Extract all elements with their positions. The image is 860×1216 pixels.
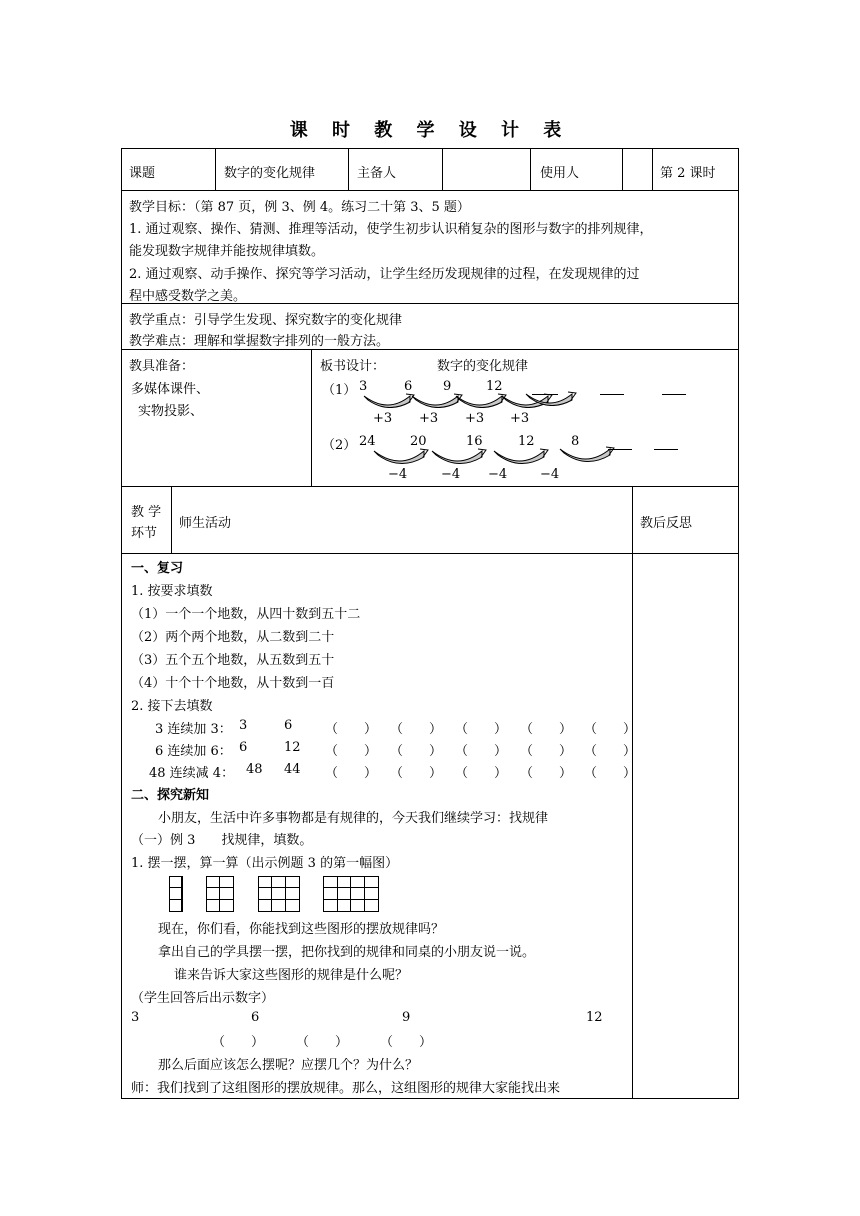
paragraph: （一）例 3 找规律，填数。: [131, 833, 313, 848]
paragraph: 那么后面应该怎么摆呢？应摆几个？为什么？: [158, 1058, 419, 1073]
sequence-number: 3: [131, 1010, 140, 1025]
board-row2-blank: [654, 449, 678, 450]
board-row2-number: 8: [571, 434, 580, 449]
section-header-reflection: 教后反思: [640, 516, 693, 531]
answer-blank: （ ）: [584, 744, 637, 759]
board-row1-diff: +3: [373, 411, 393, 426]
grid-figure: [169, 876, 183, 912]
board-row2-number: 12: [518, 434, 535, 449]
difficulty-point: 教学难点：理解和掌握数字排列的一般方法。: [129, 334, 390, 349]
answer-blank: （ ）: [296, 1035, 349, 1050]
sequence-value: 12: [284, 740, 301, 755]
answer-blank: （ ）: [390, 766, 443, 781]
board-row1-diff: +3: [419, 411, 439, 426]
board-row1-blank: [662, 394, 686, 395]
board-label: 板书设计：: [320, 359, 386, 374]
grid-figure: [206, 876, 234, 912]
row-divider: [121, 553, 739, 554]
tools-item: 多媒体课件、: [131, 382, 210, 397]
exercise-line: （2）两个两个地数，从二数到二十: [131, 630, 335, 645]
section-heading: 二、探究新知: [131, 788, 210, 803]
row-divider: [121, 349, 739, 350]
header-cell-user: 使用人: [540, 166, 580, 181]
answer-blank: （ ）: [455, 766, 508, 781]
sequence-value: 48: [246, 762, 263, 777]
header-cell-subject: 课题: [129, 166, 156, 181]
objectives-line: 教学目标：（第 87 页，例 3、例 4。练习二十第 3、5 题）: [129, 200, 470, 215]
answer-blank: （ ）: [380, 1035, 433, 1050]
board-row1-blank: [600, 394, 624, 395]
col-divider: [348, 148, 349, 190]
section-header-stage: 环节: [131, 526, 158, 541]
paragraph: 现在，你们看，你能找到这些图形的摆放规律吗？: [158, 922, 445, 937]
tools-label: 教具准备：: [129, 359, 195, 374]
header-cell-topic: 数字的变化规律: [224, 166, 316, 181]
curved-arrow-icon: [430, 447, 488, 465]
paragraph: 谁来告诉大家这些图形的规律是什么呢？: [174, 968, 409, 983]
sequence-number: 9: [402, 1010, 411, 1025]
board-row1-number: 6: [404, 379, 413, 394]
sequence-value: 6: [239, 740, 248, 755]
board-row2-diff: −4: [388, 467, 408, 482]
exercise-line: 1. 按要求填数: [131, 584, 213, 599]
grid-figure: [258, 876, 300, 912]
row-divider: [121, 486, 739, 487]
curved-arrow-icon: [524, 390, 578, 406]
exercise-line: 2. 接下去填数: [131, 699, 213, 714]
row-divider: [121, 190, 739, 191]
answer-blank: （ ）: [325, 744, 378, 759]
board-row2-label: （2）: [322, 438, 357, 453]
header-cell-period: 第 2 课时: [660, 166, 716, 181]
objectives-line: 能发现数字规律并能按规律填数。: [129, 244, 325, 259]
col-divider: [652, 148, 653, 190]
answer-blank: （ ）: [584, 722, 637, 737]
answer-blank: （ ）: [455, 744, 508, 759]
header-cell-author: 主备人: [357, 166, 397, 181]
answer-blank: （ ）: [520, 766, 573, 781]
sequence-value: 44: [284, 762, 301, 777]
answer-blank: （ ）: [390, 722, 443, 737]
answer-blank: （ ）: [325, 766, 378, 781]
col-divider: [215, 148, 216, 190]
section-header-stage: 教 学: [131, 505, 162, 520]
section-header-activity: 师生活动: [179, 516, 232, 531]
grid-figure: [323, 876, 379, 912]
curved-arrow-icon: [362, 392, 416, 408]
board-row2-number: 24: [359, 434, 376, 449]
exercise-line: （4）十个十个地数，从十数到一百: [131, 676, 335, 691]
objectives-line: 2. 通过观察、动手操作、探究等学习活动，让学生经历发现规律的过程，在发现规律的过: [129, 267, 640, 282]
paragraph: 拿出自己的学具摆一摆，把你找到的规律和同桌的小朋友说一说。: [158, 945, 536, 960]
board-row1-diff: +3: [465, 411, 485, 426]
page-title: 课 时 教 学 设 计 表: [289, 120, 571, 141]
board-row2-number: 16: [466, 434, 483, 449]
board-row2-diff: −4: [540, 467, 560, 482]
answer-blank: （ ）: [325, 722, 378, 737]
sequence-label: 3 连续加 3：: [155, 722, 232, 737]
answer-blank: （ ）: [390, 744, 443, 759]
col-divider: [622, 148, 623, 190]
board-row2-number: 20: [410, 434, 427, 449]
sequence-value: 6: [284, 718, 293, 733]
answer-blank: （ ）: [584, 766, 637, 781]
paragraph: 小朋友，生活中许多事物都是有规律的，今天我们继续学习：找规律: [158, 811, 549, 826]
board-row2-diff: −4: [488, 467, 508, 482]
board-heading: 数字的变化规律: [437, 359, 529, 374]
answer-blank: （ ）: [520, 722, 573, 737]
answer-blank: （ ）: [212, 1035, 265, 1050]
sequence-label: 48 连续减 4：: [149, 766, 235, 781]
tools-item: 实物投影、: [138, 404, 204, 419]
curved-arrow-icon: [558, 445, 616, 463]
exercise-line: （1）一个一个地数，从四十数到五十二: [131, 607, 361, 622]
sequence-value: 3: [239, 718, 248, 733]
exercise-line: （3）五个五个地数，从五数到五十: [131, 653, 335, 668]
key-point: 教学重点：引导学生发现、探究数字的变化规律: [129, 313, 403, 328]
board-row1-number: 3: [359, 379, 368, 394]
col-divider: [530, 148, 531, 190]
answer-blank: （ ）: [520, 744, 573, 759]
answer-blank: （ ）: [455, 722, 508, 737]
board-row1-label: （1）: [322, 383, 357, 398]
col-divider: [171, 486, 172, 553]
curved-arrow-icon: [492, 447, 550, 465]
col-divider: [442, 148, 443, 190]
section-heading: 一、复习: [131, 561, 184, 576]
board-row1-number: 12: [486, 379, 503, 394]
curved-arrow-icon: [372, 447, 430, 465]
sequence-number: 6: [251, 1010, 260, 1025]
paragraph: 1. 摆一摆，算一算（出示例题 3 的第一幅图）: [131, 856, 399, 871]
sequence-label: 6 连续加 6：: [155, 744, 232, 759]
paragraph: 师：我们找到了这组图形的摆放规律。那么，这组图形的规律大家能找出来: [131, 1081, 561, 1096]
objectives-line: 1. 通过观察、操作、猜测、推理等活动，使学生初步认识稍复杂的图形与数字的排列规律，: [129, 222, 653, 237]
objectives-line: 程中感受数学之美。: [129, 289, 247, 304]
board-row1-number: 9: [443, 379, 452, 394]
paragraph: （学生回答后出示数字）: [131, 991, 275, 1006]
board-row1-diff: +3: [510, 411, 530, 426]
col-divider: [632, 486, 633, 1099]
sequence-number: 12: [586, 1010, 603, 1025]
col-divider: [311, 349, 312, 486]
board-row2-diff: −4: [441, 467, 461, 482]
